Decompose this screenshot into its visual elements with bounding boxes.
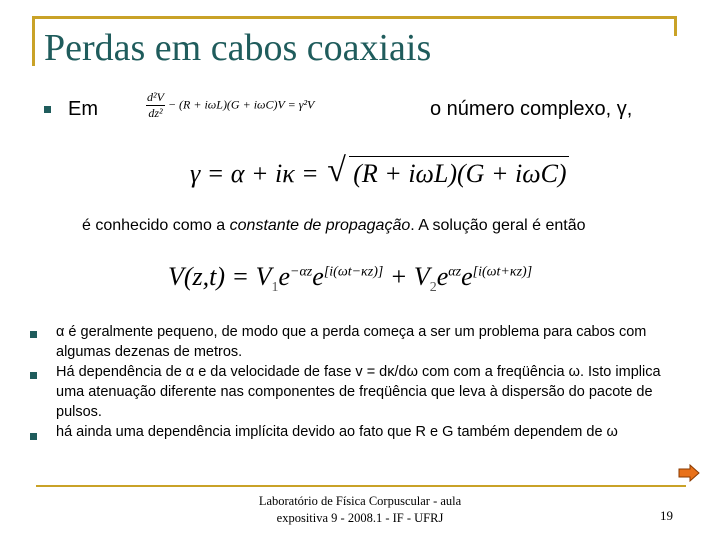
slide-title: Perdas em cabos coaxiais [44,27,432,69]
list-item: Há dependência de α e da velocidade de fase v = dκ/dω com com a freqüência ω. Isto implica uma atenuação diferente nas componentes de freqüência que leva à dispersão do pacote de pulsos. [56,364,661,420]
solution-e2: e [312,262,324,291]
frame-right-border [674,16,677,36]
general-solution-equation [168,262,532,296]
page-number: 19 [660,508,673,523]
sentence-after: . A solução geral é então [410,217,586,234]
solution-plus: + V [383,262,430,291]
footer-divider [36,485,686,487]
frame-left-border [32,16,35,66]
list-item: α é geralmente pequeno, de modo que a perda começa a ser um problema para cabos com algumas dezenas de metros. [56,324,647,360]
bullet-icon [30,331,37,338]
radicand: (R + iωL)(G + iωC) [349,156,568,189]
solution-e4: e [461,262,473,291]
solution-v: V(z,t) = V [168,262,272,291]
square-root [325,152,568,189]
bullet-icon [44,106,51,113]
propagation-constant-equation [190,152,569,189]
solution-e3: e [436,262,449,291]
footer-text [230,493,490,527]
derivative-denominator: dz² [148,106,163,120]
sqrt-icon: √ [327,152,346,189]
sentence-before: é conhecido como a [82,217,230,234]
derivative-numerator: d²V [147,90,164,104]
next-slide-arrow-icon[interactable] [678,464,700,482]
bullet-list [56,322,686,442]
solution-sub1: 1 [271,280,279,296]
propagation-sentence [82,217,586,235]
footer-line-2: expositiva 9 - 2008.1 - IF - UFRJ [276,511,444,525]
sentence-emphasis: constante de propagação [229,217,411,234]
solution-e1: e [278,262,291,291]
wave-equation-rest: − (R + iωL)(G + iωC)V = γ²V [167,97,315,112]
solution-exp4: [i(ωt+κz)] [472,264,533,280]
frame-top-border [32,16,677,19]
solution-exp1: −αz [290,264,313,280]
solution-sub2: 2 [429,280,437,296]
bullet-icon [30,433,37,440]
intro-prefix: Em [68,98,98,120]
solution-exp3: αz [448,264,462,280]
footer-line-1: Laboratório de Física Corpuscular - aula [258,494,462,508]
second-derivative [146,90,165,121]
bullet-icon [30,372,37,379]
gamma-lhs: γ = α + iκ = [190,159,319,188]
intro-suffix: o número complexo, γ, [430,98,633,120]
list-item: há ainda uma dependência implícita devido ao fato que R e G também dependem de ω [56,424,618,440]
solution-exp2: [i(ωt−κz)] [323,264,384,280]
wave-equation [146,90,314,121]
